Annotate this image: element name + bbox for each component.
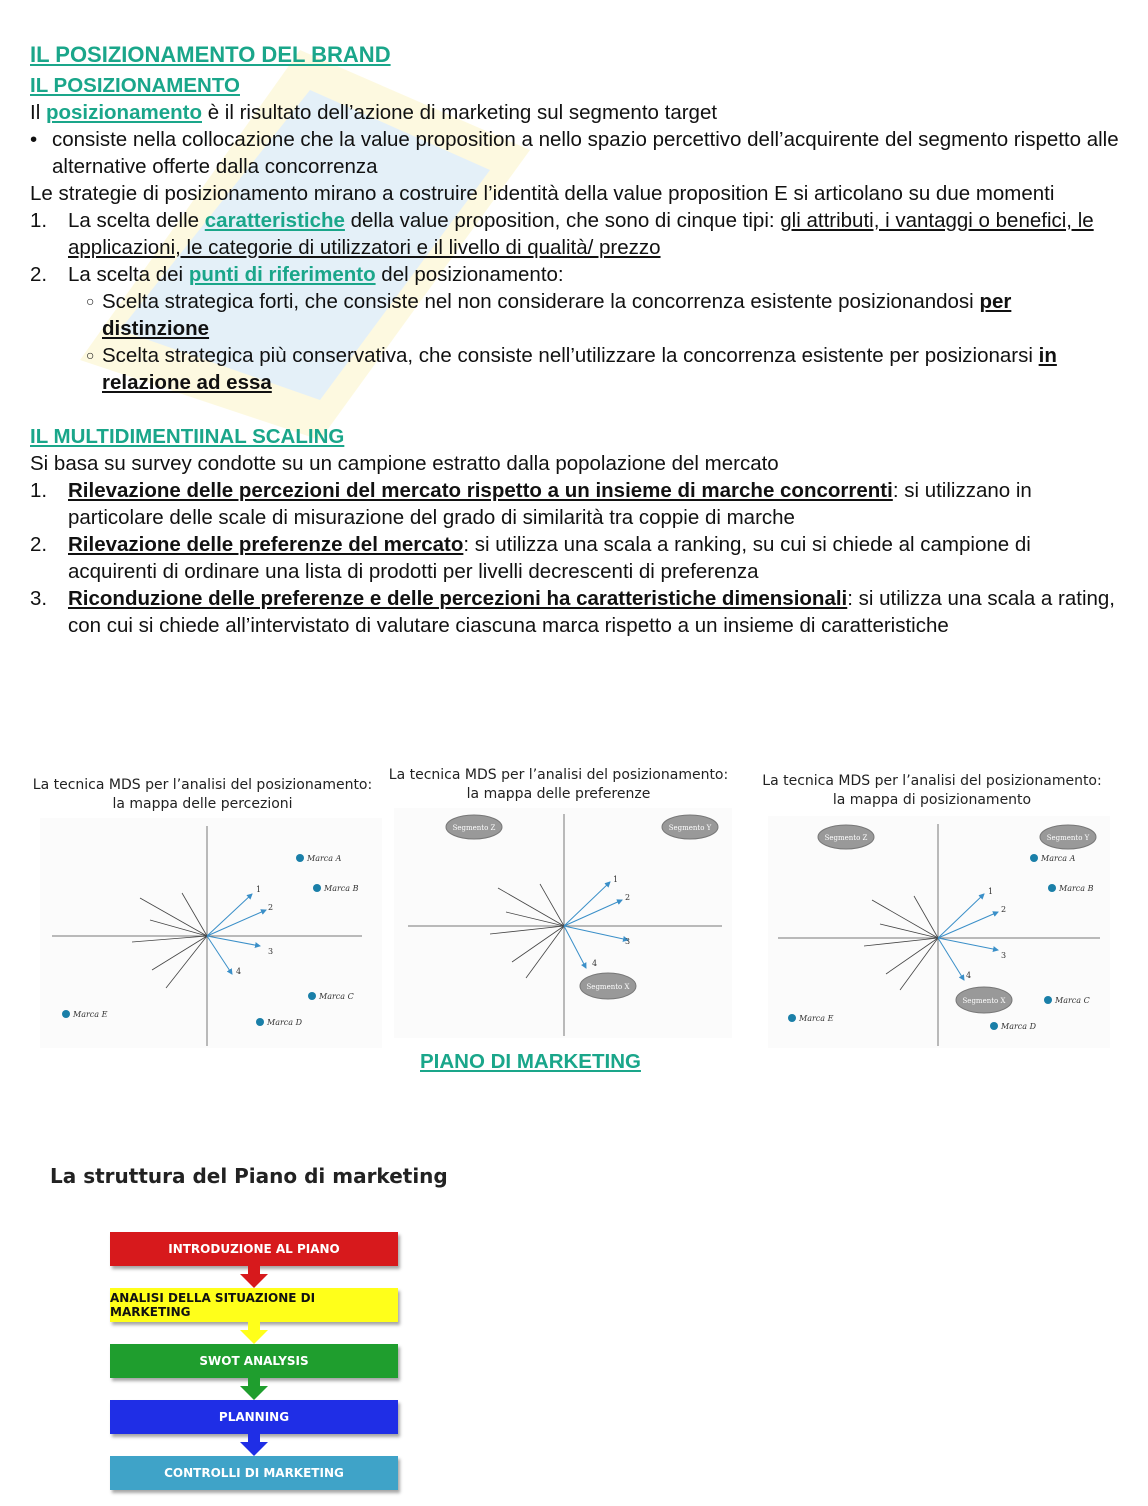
perception-map-svg [40,818,382,1048]
figure-caption: La tecnica MDS per l’analisi del posizionamento: [762,773,1102,789]
text: della value proposition, che sono di cinque tipi: [344,209,781,232]
vector-3 [564,926,628,940]
vector-2 [564,900,622,926]
text: Il [30,101,46,124]
point-marca-a [296,854,304,862]
paragraph [30,99,1120,126]
vector-label: 3 [625,937,631,946]
preference-map [394,808,732,1038]
bold-underlined-text: Rilevazione delle preferenze del mercato [68,533,464,556]
bold-underlined-text: Riconduzione delle preferenze e delle percezioni ha caratteristiche dimensionali [68,587,848,610]
vector-label: 4 [236,967,242,976]
circle-bullet: ○ [86,293,95,309]
label-segmento-x: Segmento X [586,983,630,991]
list-number: 3. [30,587,48,610]
flow-step-introduzione: INTRODUZIONE AL PIANO [110,1232,398,1266]
list-number: 2. [30,263,48,286]
vector-label: 2 [268,903,274,912]
term-punti-di-riferimento: punti di riferimento [188,263,376,286]
vector-3 [938,938,998,950]
circle-bullet: ○ [86,347,95,363]
vector-4 [564,926,586,968]
vector-label: 4 [966,971,972,980]
vector-label: 4 [592,959,598,968]
label-marca-c: Marca C [319,992,354,1001]
vector-label: 2 [625,893,631,902]
vector-label: 2 [1001,905,1007,914]
label-marca-e: Marca E [73,1010,108,1019]
ray-lines [132,893,207,988]
list-number: 1. [30,479,48,502]
point-marca-e [788,1014,796,1022]
flow-step-swot: SWOT ANALYSIS [110,1344,398,1378]
vector-2 [207,910,266,936]
label-marca-a: Marca A [307,854,342,863]
label-segmento-z: Segmento Z [824,834,868,842]
label-marca-e: Marca E [799,1014,834,1023]
segment-ellipses [446,815,718,999]
list-item [30,261,1120,288]
figure-caption: la mappa delle percezioni [112,796,293,812]
label-marca-b: Marca B [1059,884,1094,893]
term-posizionamento: posizionamento [45,101,202,124]
section-heading-posizionamento: IL POSIZIONAMENTO [30,74,240,97]
text: La scelta delle [68,209,205,232]
figure-mappa-posizionamento [756,772,1108,810]
flow-arrow-stem [248,1378,260,1386]
vector-2 [938,912,998,938]
text: : si utilizza una scala a rating, con cui si chiede all’intervistato di valutare ciascuna marca rispetto a un insieme di caratteristiche [68,587,1116,637]
down-arrow-icon [240,1386,268,1400]
text: è il risultato dell’azione di marketing sul segmento target [202,101,718,124]
vector-arrows [938,894,998,980]
point-marca-c [1044,996,1052,1004]
vector-label: 1 [988,887,994,896]
label-segmento-y: Segmento Y [668,824,712,832]
bold-underlined-text: Rilevazione delle percezioni del mercato rispetto a un insieme di marche concorrenti [68,479,893,502]
label-segmento-y: Segmento Y [1046,834,1090,842]
figure-mappa-preferenze [386,766,731,804]
point-marca-b [313,884,321,892]
down-arrow-icon [240,1442,268,1456]
vector-4 [938,938,964,980]
text: : si utilizzano in particolare delle scale di misurazione del grado di similarità tra coppie di marche [68,479,1032,529]
page-title: IL POSIZIONAMENTO DEL BRAND [30,42,391,67]
vector-arrows [564,882,631,968]
list-item [30,477,1120,531]
flow-step-controlli: CONTROLLI DI MARKETING [110,1456,398,1490]
bold-underlined-text: per distinzione [102,290,1012,340]
label-segmento-x: Segmento X [962,997,1006,1005]
vector-label: 1 [613,875,619,884]
figure-caption: la mappa di posizionamento [832,792,1032,808]
list-item [30,207,1120,261]
flow-step-planning: PLANNING [110,1400,398,1434]
sub-list-item [30,288,1120,342]
point-marca-d [256,1018,264,1026]
text: : si utilizza una scala a ranking, su cui si chiede al campione di acquirenti di ordinare una lista di prodotti per livelli decrescenti di preferenza [68,533,1031,583]
point-marca-c [308,992,316,1000]
bullet-mark: • [30,128,38,151]
paragraph: Le strategie di posizionamento mirano a costruire l’identità della value proposition E si articolano su due momenti [30,182,1055,205]
text: Scelta strategica forti, che consiste nel non considerare la concorrenza esistente posizionandosi [102,290,980,313]
figure-mappa-percezioni [30,776,375,814]
bullet-text: consiste nella collocazione che la value proposition a nello spazio percettivo dell’acquirente del segmento rispetto alle alternative offerte dalla concorrenza [52,128,1119,178]
list-number: 1. [30,209,48,232]
figure-caption: La tecnica MDS per l’analisi del posizionamento: [388,767,729,783]
list-item [30,585,1120,639]
vector-arrows [207,894,266,974]
label-marca-a: Marca A [1041,854,1076,863]
point-marca-d [990,1022,998,1030]
section-heading-mds: IL MULTIDIMENTIINAL SCALING [30,425,345,448]
brand-points [62,854,321,1026]
figure-caption: La tecnica MDS per l’analisi del posizionamento: [32,777,373,793]
bullet-item [30,126,1120,180]
bold-underlined-text: in relazione ad essa [102,344,1057,394]
list-number: 2. [30,533,48,556]
down-arrow-icon [240,1330,268,1344]
text: Scelta strategica più conservativa, che consiste nell’utilizzare la concorrenza esistente per posizionarsi [102,344,1039,367]
point-marca-a [1030,854,1038,862]
label-segmento-z: Segmento Z [452,824,496,832]
label-marca-d: Marca D [1001,1022,1036,1031]
flow-arrow-stem [248,1266,260,1274]
section-heading-piano-marketing: PIANO DI MARKETING [420,1050,641,1073]
preference-map-svg [394,808,732,1038]
point-marca-b [1048,884,1056,892]
ray-lines [490,884,564,978]
document-body [30,40,1120,639]
flow-arrow-stem [248,1434,260,1442]
flow-step-analisi: ANALISI DELLA SITUAZIONE DI MARKETING [110,1288,398,1322]
vector-4 [207,936,232,974]
positioning-map-svg [768,816,1110,1048]
down-arrow-icon [240,1274,268,1288]
vector-3 [207,936,260,946]
text: La scelta dei [68,263,189,286]
brand-points [788,854,1056,1030]
list-item [30,531,1120,585]
perception-map [40,818,382,1048]
vector-1 [207,894,252,936]
ray-lines [864,896,938,990]
flow-arrow-stem [248,1322,260,1330]
vector-1 [938,894,984,938]
structure-title: La struttura del Piano di marketing [50,1164,448,1188]
paragraph: Si basa su survey condotte su un campione estratto dalla popolazione del mercato [30,452,779,475]
label-marca-b: Marca B [324,884,359,893]
figure-caption: la mappa delle preferenze [466,786,651,802]
vector-label: 3 [268,947,274,956]
underlined-text: gli attributi, i vantaggi o benefici, le applicazioni, le categorie di utilizzatori e il livello di qualità/ prezzo [68,209,1094,259]
point-marca-e [62,1010,70,1018]
term-caratteristiche: caratteristiche [204,209,345,232]
positioning-map [768,816,1110,1048]
sub-list-item [30,342,1120,396]
text: del posizionamento: [375,263,564,286]
vector-label: 1 [256,885,262,894]
label-marca-d: Marca D [267,1018,302,1027]
label-marca-c: Marca C [1055,996,1090,1005]
vector-1 [564,882,610,926]
vector-label: 3 [1001,951,1007,960]
